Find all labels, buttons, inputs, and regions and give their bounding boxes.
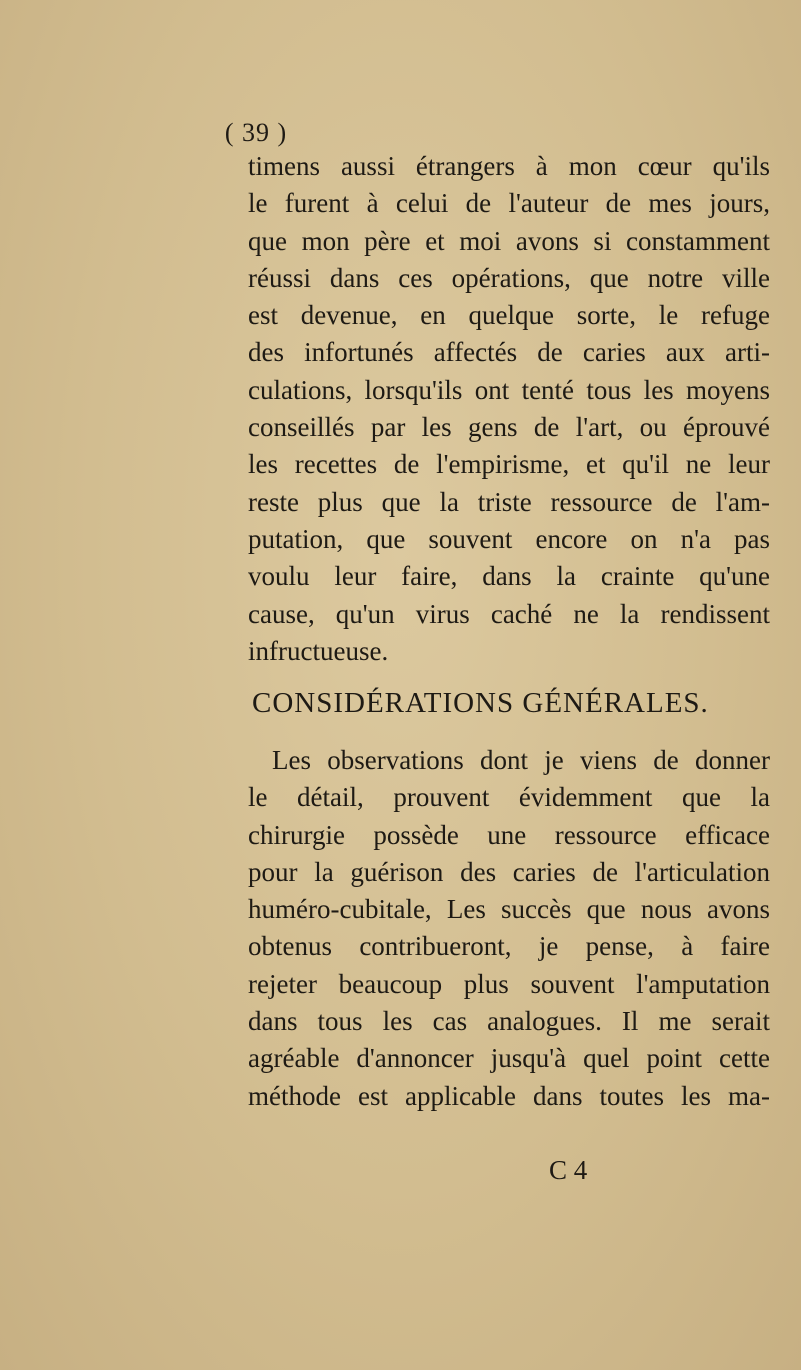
text-line: dans tous les cas analogues. Il me serait <box>248 1006 770 1037</box>
text-line: timens aussi étrangers à mon cœur qu'ils <box>248 151 770 181</box>
text-line: le détail, prouvent évidemment que la <box>248 782 770 813</box>
text-line: est devenue, en quelque sorte, le refuge <box>248 300 770 331</box>
text-line: culations, lorsqu'ils ont tenté tous les moyens <box>248 374 770 405</box>
text-line: le furent à celui de l'auteur de mes jours, <box>248 188 770 219</box>
text-line: que mon père et moi avons si constamment <box>248 225 770 256</box>
section-heading: CONSIDÉRATIONS GÉNÉRALES. <box>252 687 709 719</box>
text-line: chirurgie possède une ressource efficace <box>248 819 770 850</box>
text-line: reste plus que la triste ressource de l'am- <box>248 486 770 517</box>
text-line: cause, qu'un virus caché ne la rendissent <box>248 598 770 629</box>
paragraph-2 <box>248 742 770 1115</box>
text-line: infructueuse. <box>248 635 389 666</box>
text-line: Les observations dont je viens de donner <box>272 745 770 775</box>
text-line: agréable d'annoncer jusqu'à quel point cette <box>248 1043 770 1074</box>
text-line: rejeter beaucoup plus souvent l'amputation <box>248 968 770 999</box>
paragraph-1 <box>248 148 770 670</box>
text-line: huméro-cubitale, Les succès que nous avons <box>248 894 770 925</box>
text-line: des infortunés affectés de caries aux arti- <box>248 337 770 368</box>
text-line: conseillés par les gens de l'art, ou éprouvé <box>248 412 770 443</box>
text-line: obtenus contribueront, je pense, à faire <box>248 931 770 962</box>
text-line: putation, que souvent encore on n'a pas <box>248 523 770 554</box>
text-line: méthode est applicable dans toutes les ma- <box>248 1080 770 1111</box>
page-number: ( 39 ) <box>224 118 288 147</box>
text-line: pour la guérison des caries de l'articulation <box>248 856 770 887</box>
text-line: réussi dans ces opérations, que notre ville <box>248 262 770 293</box>
text-line: voulu leur faire, dans la crainte qu'une <box>248 561 770 592</box>
text-line: les recettes de l'empirisme, et qu'il ne leur <box>248 449 770 480</box>
signature-mark: C 4 <box>549 1155 588 1185</box>
